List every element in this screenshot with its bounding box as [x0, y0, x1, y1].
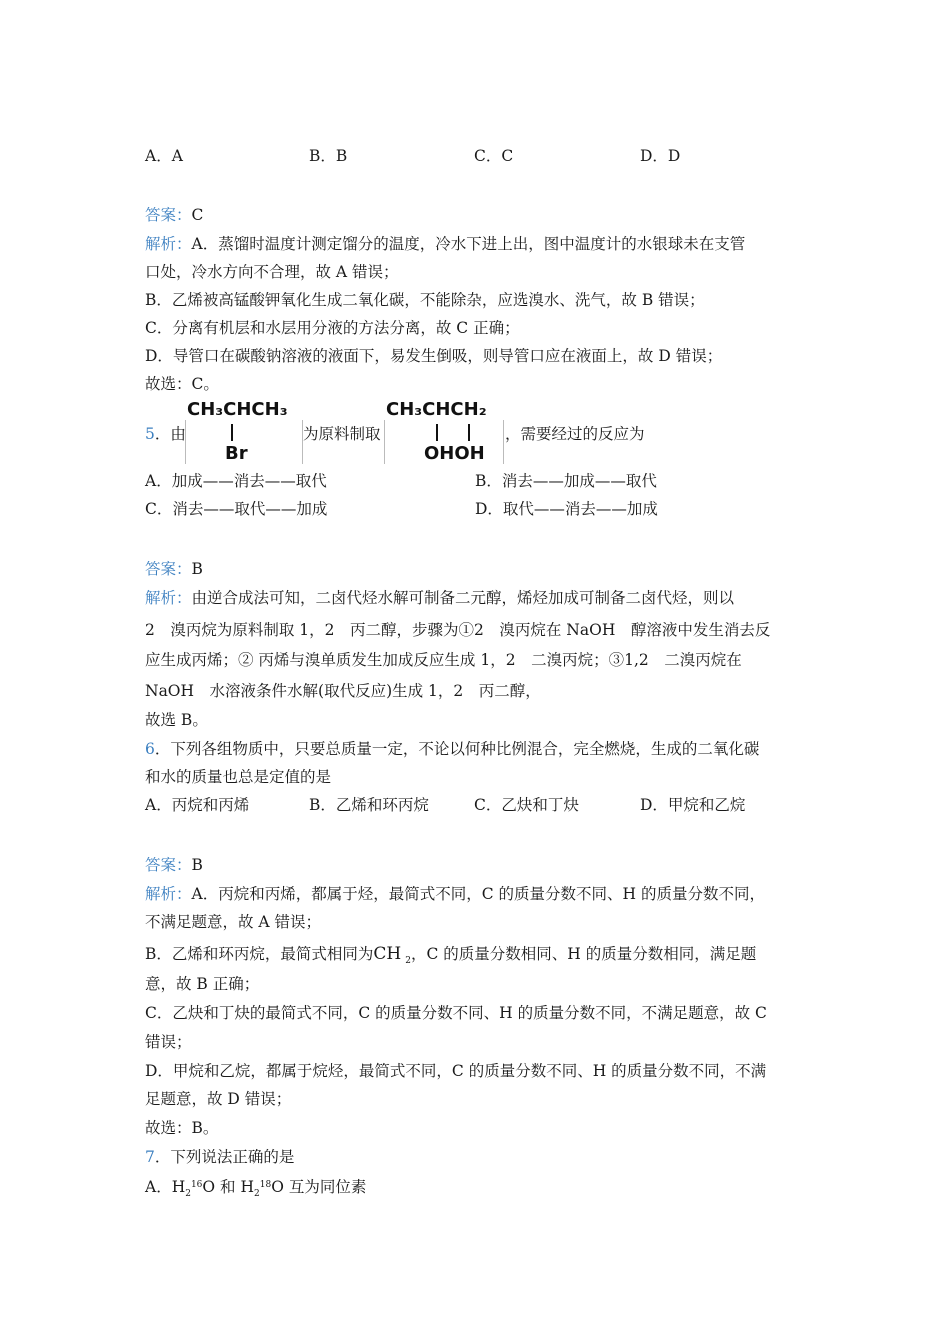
q5-stem-pre: ．由	[154, 425, 186, 443]
analysis-text: A．蒸馏时温度计测定馏分的温度，冷水下进上出，图中温度计的水银球未在支管	[191, 235, 746, 253]
q6-option-d: D．甲烷和乙烷	[640, 796, 746, 814]
analysis-text: A．丙烷和丙烯，都属于烃，最简式不同，C 的质量分数不同、H 的质量分数不同，	[191, 885, 765, 903]
q4-option-d: D．D	[640, 147, 681, 165]
q5-option-a: A．加成——消去——取代	[145, 472, 327, 490]
q4-analysis-line-5: D．导管口在碳酸钠溶液的液面下，易发生倒吸，则导管口应在液面上，故 D 错误；	[145, 347, 723, 365]
q6-analysis-line-2: 不满足题意，故 A 错误；	[145, 913, 322, 931]
answer-label: 答案：	[145, 856, 192, 874]
q6-option-c: C．乙炔和丁炔	[474, 796, 579, 814]
q6-option-b: B．乙烯和环丙烷	[309, 796, 429, 814]
q4-analysis-line-2: 口处，冷水方向不合理，故 A 错误；	[145, 263, 399, 281]
q6-analysis-line-8: 足题意，故 D 错误；	[145, 1090, 292, 1108]
q7-stem-text: ．下列说法正确的是	[154, 1148, 295, 1166]
bond-line	[468, 424, 470, 441]
q4-analysis-line-1	[145, 234, 745, 254]
q6-analysis-line-1	[145, 884, 765, 904]
q6-stem-text: ．下列各组物质中，只要总质量一定，不论以何种比例混合，完全燃烧，生成的二氧化碳	[154, 740, 760, 758]
q4-analysis-line-4: C．分离有机层和水层用分液的方法分离，故 C 正确；	[145, 319, 520, 337]
analysis-label: 解析：	[145, 885, 192, 903]
analysis-label: 解析：	[145, 589, 192, 607]
q4-option-a: A．A	[145, 147, 183, 165]
q6-option-a: A．丙烷和丙烯	[145, 796, 250, 814]
subscript: 2	[185, 1189, 191, 1199]
q5-stem-post: ，需要经过的反应为	[505, 425, 645, 443]
structure-propanediol	[384, 400, 504, 464]
answer-label: 答案：	[145, 560, 192, 578]
subscript: 2	[254, 1189, 260, 1199]
q7-option-a	[145, 1175, 366, 1204]
q5-stem-mid: 为原料制取	[303, 425, 381, 443]
q6-stem-line-1	[145, 739, 759, 759]
q5-option-d: D．取代——消去——加成	[475, 500, 658, 518]
superscript: 16	[190, 1180, 203, 1190]
q5-conclusion: 故选 B。	[145, 711, 208, 729]
option-text: O 互为同位素	[271, 1178, 367, 1196]
superscript: 18	[259, 1180, 272, 1190]
question-number: 5	[145, 425, 155, 443]
q6-analysis-line-5: C．乙炔和丁炔的最简式不同，C 的质量分数不同、H 的质量分数不同，不满足题意，故 C	[145, 1004, 767, 1022]
q5-option-b: B．消去——加成——取代	[475, 472, 657, 490]
q5-answer	[145, 559, 203, 579]
q6-analysis-line-7: D．甲烷和乙烷，都属于烷烃，最简式不同，C 的质量分数不同、H 的质量分数不同，不满	[145, 1062, 767, 1080]
option-text: A．H	[145, 1178, 186, 1196]
q5-analysis-line-2: 2 溴丙烷为原料制取 1，2 丙二醇，步骤为①2 溴丙烷在 NaOH 醇溶液中发生消去反	[145, 621, 771, 639]
structure-2-bromopropane	[185, 400, 303, 464]
q4-analysis-line-3: B．乙烯被高锰酸钾氧化生成二氧化碳，不能除杂，应选溴水、洗气，故 B 错误；	[145, 291, 705, 309]
answer-value: B	[191, 560, 203, 578]
q6-stem-line-2: 和水的质量也总是定值的是	[145, 768, 332, 786]
q6-analysis-line-4: 意，故 B 正确；	[145, 975, 260, 993]
formula-text: CH	[373, 944, 402, 964]
structure-bottom-text: Br	[225, 443, 248, 464]
bond-line	[436, 424, 438, 441]
analysis-label: 解析：	[145, 235, 192, 253]
q6-conclusion: 故选：B。	[145, 1119, 219, 1137]
q4-answer	[145, 205, 203, 225]
q6-answer	[145, 855, 203, 875]
q4-conclusion: 故选：C。	[145, 375, 219, 393]
question-number: 7	[145, 1148, 155, 1166]
q5-analysis-line-4: NaOH 水溶液条件水解(取代反应)生成 1，2 丙二醇，	[145, 682, 541, 700]
analysis-text: 由逆合成法可知，二卤代烃水解可制备二元醇，烯烃加成可制备二卤代烃，则以	[191, 589, 735, 607]
analysis-text: ，C 的质量分数相同、H 的质量分数相同，满足题	[410, 945, 757, 963]
structure-top-text: CH₃CHCH₃	[187, 399, 288, 420]
structure-top-text: CH₃CHCH₂	[386, 399, 487, 420]
q7-stem	[145, 1147, 294, 1167]
analysis-text: B．乙烯和环丙烷，最简式相同为	[145, 945, 374, 963]
formula-subscript: 2	[405, 956, 411, 966]
question-number: 6	[145, 740, 155, 758]
option-text: O 和 H	[202, 1178, 254, 1196]
q5-analysis-line-3: 应生成丙烯；② 丙烯与溴单质发生加成反应生成 1，2 二溴丙烷；③1,2 二溴丙烷在	[145, 651, 742, 669]
q5-analysis-line-1	[145, 588, 734, 608]
structure-bottom-text: OHOH	[424, 443, 485, 464]
q5-option-c: C．消去——取代——加成	[145, 500, 328, 518]
formula-ch2	[373, 944, 411, 964]
bond-line	[231, 424, 233, 441]
q6-analysis-line-3	[145, 944, 756, 971]
answer-value: B	[191, 856, 203, 874]
q4-option-b: B．B	[309, 147, 348, 165]
q4-option-c: C．C	[474, 147, 514, 165]
answer-label: 答案：	[145, 206, 192, 224]
answer-value: C	[191, 206, 204, 224]
q5-stem-number	[145, 424, 186, 444]
q6-analysis-line-6: 错误；	[145, 1033, 192, 1051]
